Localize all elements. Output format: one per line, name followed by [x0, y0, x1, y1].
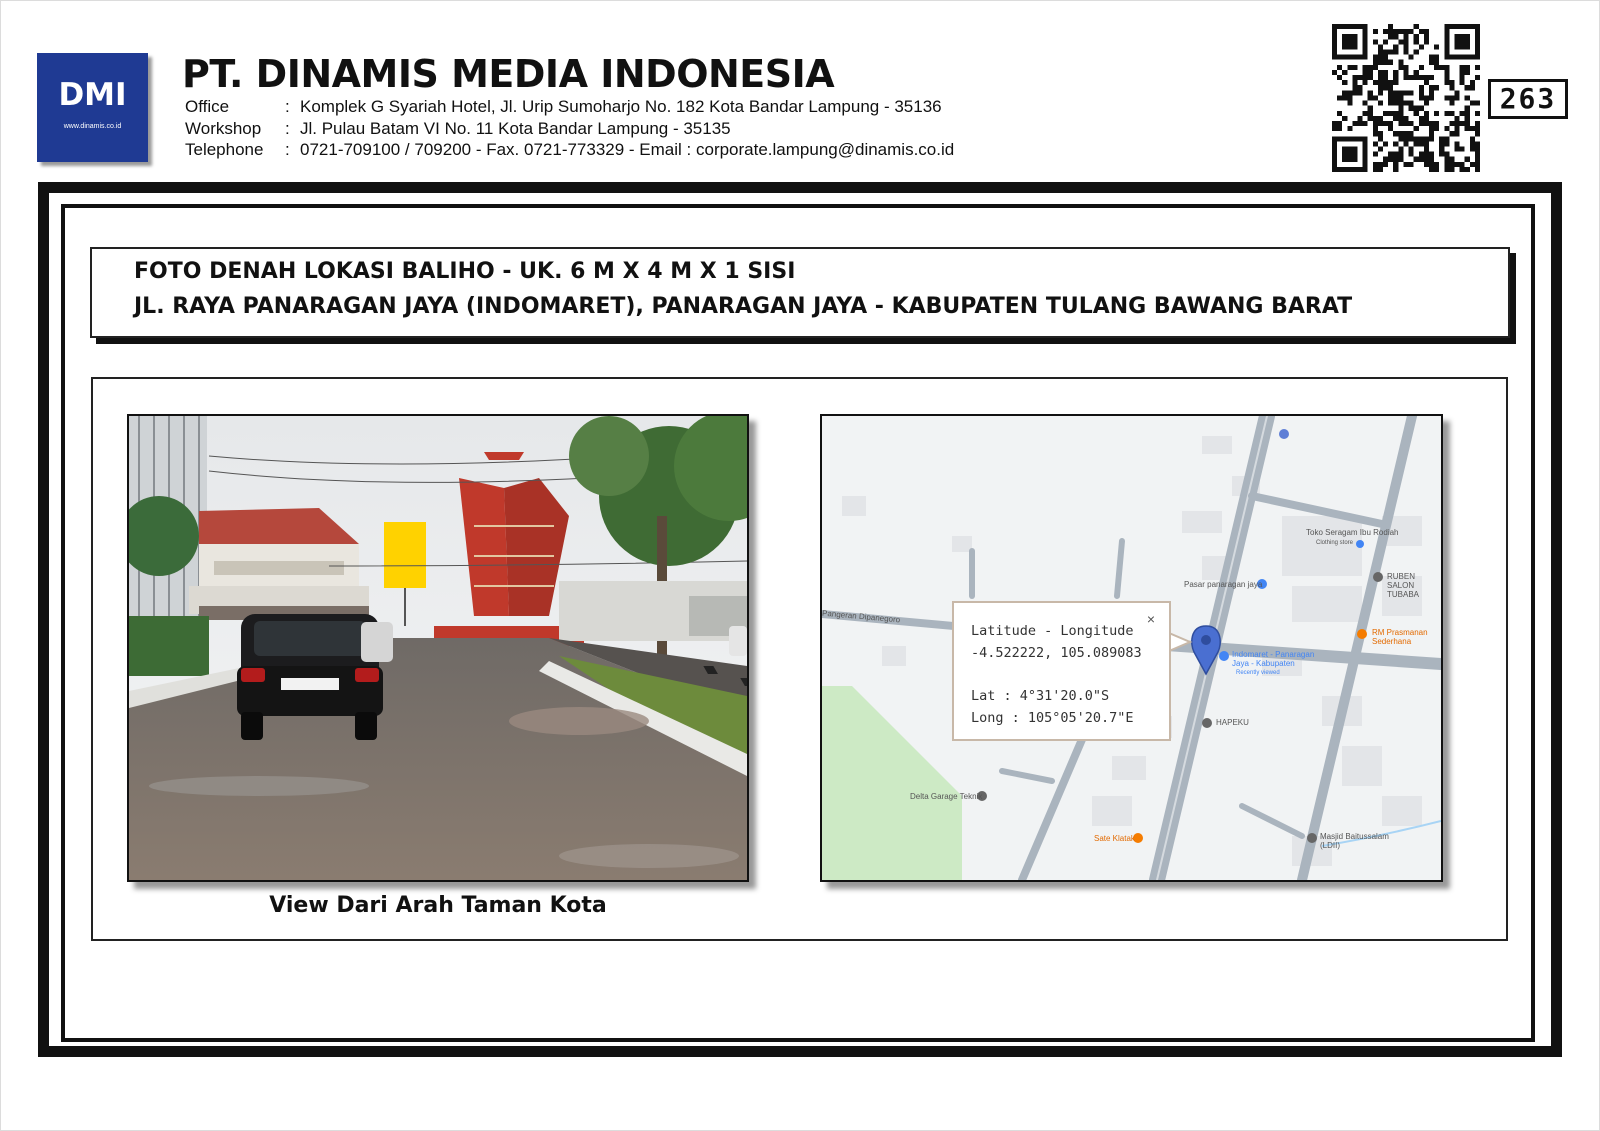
contact-label: Telephone [185, 140, 264, 159]
map-label-ruben: RUBEN SALON TUBABA [1387, 572, 1420, 599]
contact-separator: : [285, 140, 290, 159]
contact-separator: : [285, 97, 290, 116]
contact-office [185, 97, 942, 117]
map-label-indomaret: Indomaret - Panaragan Jaya - Kabupaten [1232, 650, 1315, 668]
company-logo [37, 53, 148, 162]
photo-caption: View Dari Arah Taman Kota [269, 893, 607, 918]
contact-value: 0721-709100 / 709200 - Fax. 0721-773329 - Email : corporate.lampung@dinamis.co.id [300, 140, 955, 159]
coord-lat: Lat : 4°31'20.0"S [971, 688, 1110, 704]
map-label-pasar: Pasar panaragan jaya [1184, 580, 1263, 589]
title-box [90, 247, 1510, 338]
title-line-2: JL. RAYA PANARAGAN JAYA (INDOMARET), PANARAGAN JAYA - KABUPATEN TULANG BAWANG BARAT [134, 294, 1353, 319]
contact-separator: : [285, 119, 290, 138]
coord-long: Long : 105°05'20.7"E [971, 710, 1134, 726]
logo-url: www.dinamis.co.id [63, 123, 122, 130]
map-label-toko: Toko Seragam Ibu Rodiah [1306, 528, 1399, 537]
map-label-sate: Sate Klatak [1094, 834, 1135, 843]
map-label-hapeku: HAPEKU [1216, 718, 1249, 727]
company-name: PT. DINAMIS MEDIA INDONESIA [182, 52, 835, 96]
contact-telephone [185, 140, 954, 160]
map-label-delta: Delta Garage Teknik [910, 792, 983, 801]
map-label-masjid: Masjid Baitussalam (LDII) [1320, 832, 1389, 850]
map-label-street: Pangeran Dipanegoro [821, 608, 901, 625]
title-line-1: FOTO DENAH LOKASI BALIHO - UK. 6 M X 4 M X 1 SISI [134, 259, 796, 284]
coord-decimal: -4.522222, 105.089083 [971, 645, 1142, 661]
close-icon[interactable]: × [1146, 611, 1155, 627]
street-photo-illustration [129, 416, 747, 880]
coordinates-popup [952, 601, 1171, 741]
contact-label: Workshop [185, 119, 262, 138]
coord-heading: Latitude - Longitude [971, 623, 1134, 639]
map-label-indomaret-sub: Recently viewed [1236, 670, 1280, 676]
contact-value: Komplek G Syariah Hotel, Jl. Urip Sumoharjo No. 182 Kota Bandar Lampung - 35136 [300, 97, 942, 116]
contact-value: Jl. Pulau Batam VI No. 11 Kota Bandar Lampung - 35135 [300, 119, 731, 138]
map-label-toko-sub: Clothing store [1316, 540, 1354, 546]
logo-text: DMI [58, 77, 127, 113]
location-photo [127, 414, 749, 882]
billboard-marker [384, 522, 426, 588]
map-label-rm: RM Prasmanan Sederhana [1372, 628, 1428, 646]
contact-workshop [185, 119, 731, 139]
page-number: 263 [1488, 79, 1568, 119]
qr-code [1332, 24, 1480, 172]
contact-label: Office [185, 97, 230, 116]
